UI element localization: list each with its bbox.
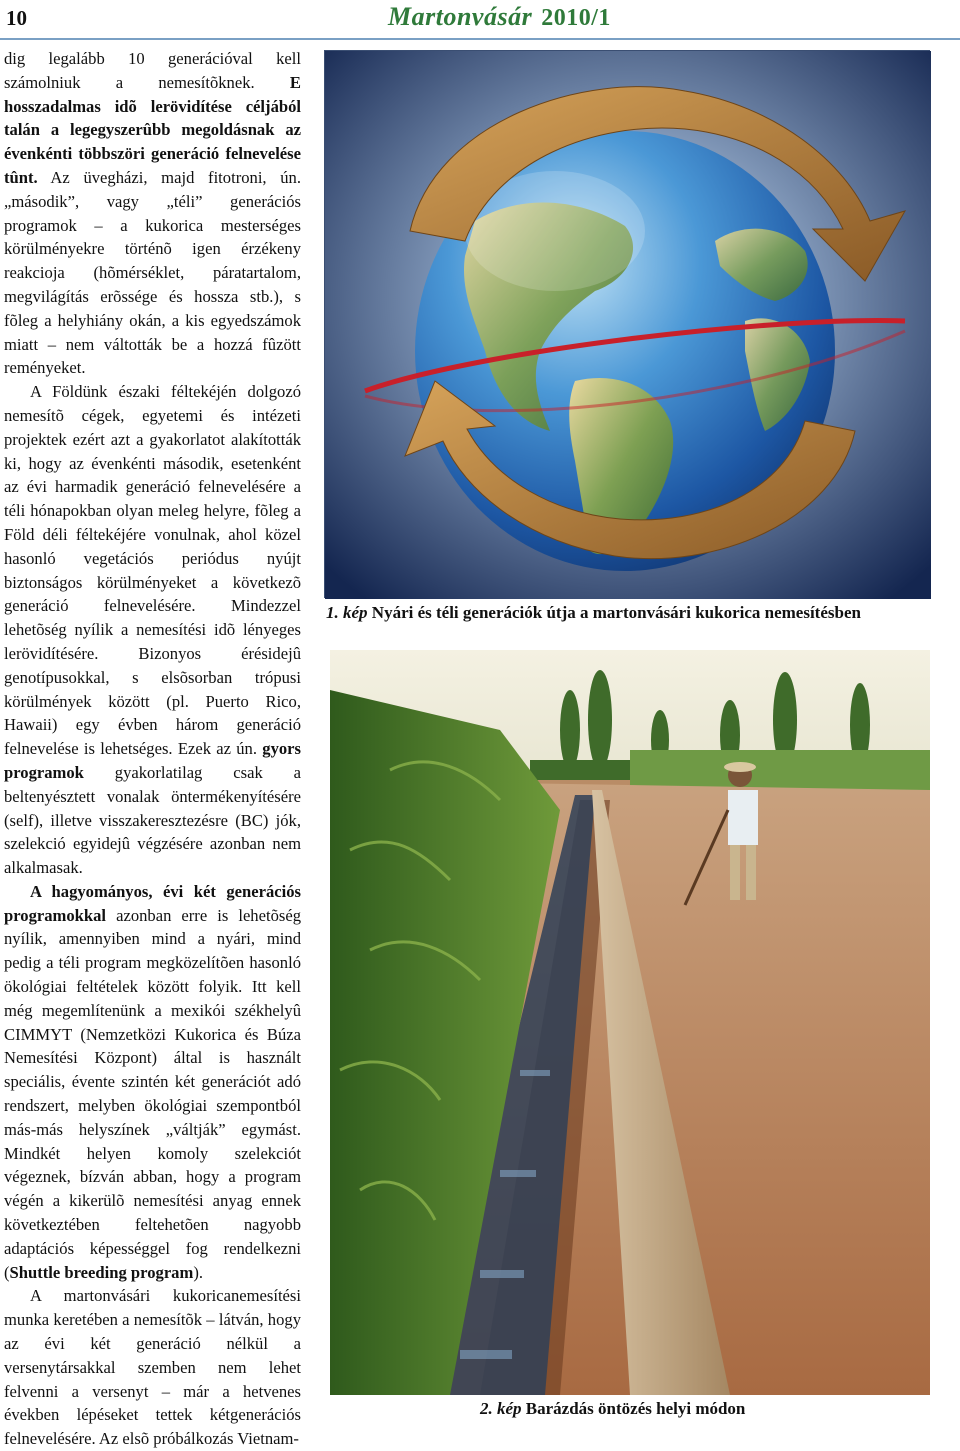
- header-rule: [0, 38, 960, 40]
- bold-text-run: gyors programok: [4, 739, 301, 782]
- text-run: ).: [193, 1262, 203, 1282]
- text-run: azonban erre is lehetõség nyílik, amennyiben mind a nyári, mind pedig a téli program megközelítõen hasonló ökológiai feltételek között folyik. Itt kell még megemlítenünk a mexikói székhelyû CIMMYT (Nemzetközi Kukorica és Búza Nemesítési Központ) által is használt speciális, évente szintén két generációt adó rendszert, melyben ökológiai szempontból más-más helyszínek „váltják” egymást. Mindkét helyen komoly szelekciót végeznek, bízván abban, hogy a program végén a kikerülõ nemesítési anyag ennek következtében feltehetõen nagyobb adaptációs képességgel fog rendelkezni (: [4, 905, 301, 1282]
- page-number: 10: [6, 6, 27, 30]
- journal-issue: 2010/1: [541, 5, 611, 31]
- irrigation-photo: [330, 650, 930, 1395]
- text-run: dig legalább 10 generációval kell számolniuk a nemesítõknek.: [4, 49, 301, 92]
- figure-1-number: 1. kép: [326, 603, 368, 622]
- text-run: A martonvásári kukoricanemesítési munka keretében a nemesítõk – látván, hogy az évi két generáció nélkül a versenytársakkal szemben nem lehet felvenni a versenyt – már a hetvenes években lépéseket tettek kétgenerációs felnevelésére. Az elsõ próbálkozás Vietnam-: [4, 1286, 301, 1449]
- bold-text-run: Shuttle breeding program: [9, 1262, 194, 1282]
- journal-name: Martonvásár: [388, 2, 533, 31]
- bold-text-run: A hagyományos, évi két generációs programokkal: [4, 881, 301, 925]
- journal-title: [388, 2, 611, 32]
- globe-illustration: [325, 51, 931, 599]
- article-paragraph: [4, 380, 301, 880]
- figure-2-irrigation-image: [330, 650, 930, 1395]
- figure-1-caption-text: Nyári és téli generációk útja a martonvásári kukorica nemesítésben: [371, 603, 861, 622]
- figure-1-caption: [326, 603, 861, 623]
- article-paragraph: [4, 47, 301, 380]
- figure-2-caption-text: Barázdás öntözés helyi módon: [525, 1399, 746, 1418]
- bold-text-run: E hosszadalmas idõ lerövidítése céljából talán a legegyszerûbb megoldásnak az évenkénti többszöri generáció felnevelése tûnt.: [4, 72, 301, 187]
- text-run: gyakorlatilag csak a beltenyésztett vonalak öntermékenyítésére (self), illetve visszakeresztezésre (BC) jók, szelekció egyidejû végzésére azonban nem alkalmasak.: [4, 762, 301, 878]
- figure-2-number: 2. kép: [480, 1399, 522, 1418]
- text-run: Az üvegházi, majd fitotroni, ún. „második”, vagy „téli” generációs programok – a kukorica mesterséges körülményekre történõ igen érzékeny reakcioja (hõmérséklet, páratartalom, megvilágítás erõssége és hossza stb.), s fõleg a helyhiány okán, a kis egyedszámok miatt – nem váltották be a hozzá fûzött reményeket.: [4, 167, 301, 378]
- article-paragraph: [4, 1284, 301, 1451]
- page-header: [0, 0, 960, 44]
- article-text-column: [4, 47, 301, 1451]
- figure-2-caption: [480, 1399, 745, 1419]
- text-run: A Földünk északi féltekéjén dolgozó nemesítõ cégek, egyetemi és intézeti projektek ezért azt a gyakorlatot alakították ki, hogy az évenkénti második, esetenként az évi harmadik generáció felnevelésére a téli hónapokban olyan meleg helyre, fõleg a Föld déli féltekéjére vonulnak, ahol közel hasonló vegetációs periódus nyújt biztonságos körülményeket a következõ generáció felnevelésére. Mindezzel lehetõség nyílik a nemesítési idõ lényeges lerövidítésére. Bizonyos érésidejû genotípusokkal, s elsõsorban trópusi körülmények között (pl. Puerto Rico, Hawaii) egy évben három generáció felnevelése is lehetséges. Ezek az ún.: [4, 382, 301, 759]
- figure-1-globe-image: [324, 50, 930, 598]
- article-paragraph: [4, 880, 301, 1285]
